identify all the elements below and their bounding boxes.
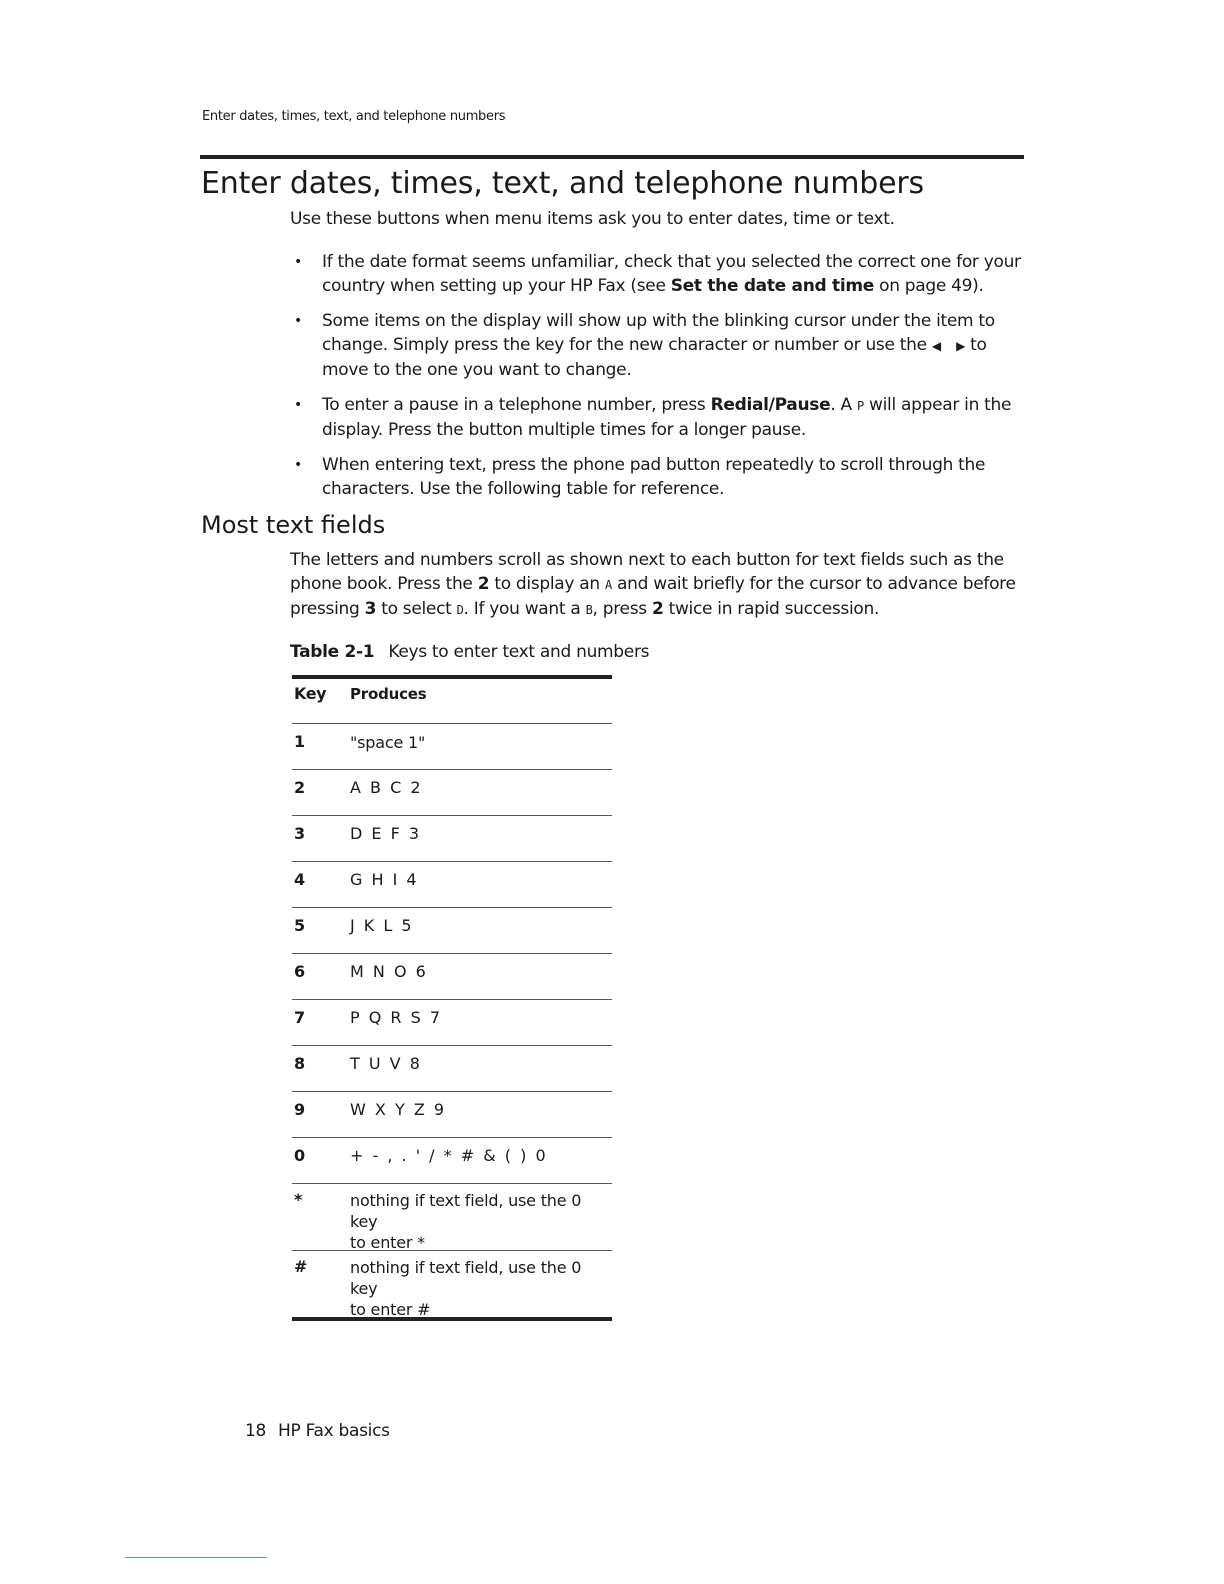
section-paragraph: The letters and numbers scroll as shown next to each button for text fields such as the phone book. Press the 2 to display an A and wait briefly for the cursor to advance before pressing 3 to select D. If you want a B, press 2 twice in rapid succession. <box>290 550 1016 619</box>
bullet-list <box>290 250 1030 512</box>
scan-edge-line <box>125 1557 267 1558</box>
table-header-row <box>292 679 612 723</box>
table-row: 6 M N O 6 <box>294 962 428 981</box>
redial-pause-label: Redial/Pause <box>710 395 831 415</box>
table-caption <box>290 642 649 662</box>
bullet-entering-text: • When entering text, press the phone pad button repeatedly to scroll through the characters. Use the following table for reference. <box>290 453 1030 501</box>
table-caption-label: Table 2-1 <box>290 642 375 662</box>
cross-reference-link[interactable]: Set the date and time <box>670 276 874 296</box>
table-row: 7 P Q R S 7 <box>294 1008 443 1027</box>
section-heading: Most text fields <box>201 511 386 539</box>
table-row: * nothing if text field, use the 0 key to enter * <box>294 1190 582 1252</box>
keys-table <box>292 675 612 1321</box>
bullet-blinking-cursor: • Some items on the display will show up with the blinking cursor under the item to change. Simply press the key for the new character or number or use the ◀ ▶ to move to the one you want to change. <box>290 309 1030 382</box>
table-row: 8 T U V 8 <box>294 1054 422 1073</box>
table-row: 1 "space 1" <box>294 732 426 752</box>
bullet-date-format: • If the date format seems unfamiliar, check that you selected the correct one for your country when setting up your HP Fax (see Set the date and time on page 49). <box>290 250 1030 298</box>
table-row: # nothing if text field, use the 0 key to enter # <box>294 1257 582 1319</box>
column-header-produces: Produces <box>350 685 427 703</box>
header-rule <box>200 155 1024 159</box>
page-number: 18 <box>245 1421 267 1441</box>
right-arrow-icon: ▶ <box>956 339 966 353</box>
left-arrow-icon: ◀ <box>931 339 941 353</box>
page-footer <box>245 1421 390 1441</box>
footer-section: HP Fax basics <box>278 1421 390 1441</box>
column-header-key: Key <box>294 684 327 703</box>
intro-paragraph: Use these buttons when menu items ask you to enter dates, time or text. <box>290 209 895 229</box>
pause-code: P <box>856 399 864 413</box>
table-row: 0 + - , . ' / * # & ( ) 0 <box>294 1146 548 1165</box>
table-row: 9 W X Y Z 9 <box>294 1100 447 1119</box>
table-row: 4 G H I 4 <box>294 870 419 889</box>
table-row: 3 D E F 3 <box>294 824 422 843</box>
table-row: 2 A B C 2 <box>294 778 423 797</box>
table-caption-text: Keys to enter text and numbers <box>388 642 650 662</box>
page-title: Enter dates, times, text, and telephone numbers <box>201 166 924 201</box>
bullet-pause: • To enter a pause in a telephone number, press Redial/Pause. A P will appear in the display. Press the button multiple times for a longer pause. <box>290 393 1030 442</box>
running-head: Enter dates, times, text, and telephone numbers <box>202 109 506 124</box>
table-row: 5 J K L 5 <box>294 916 414 935</box>
